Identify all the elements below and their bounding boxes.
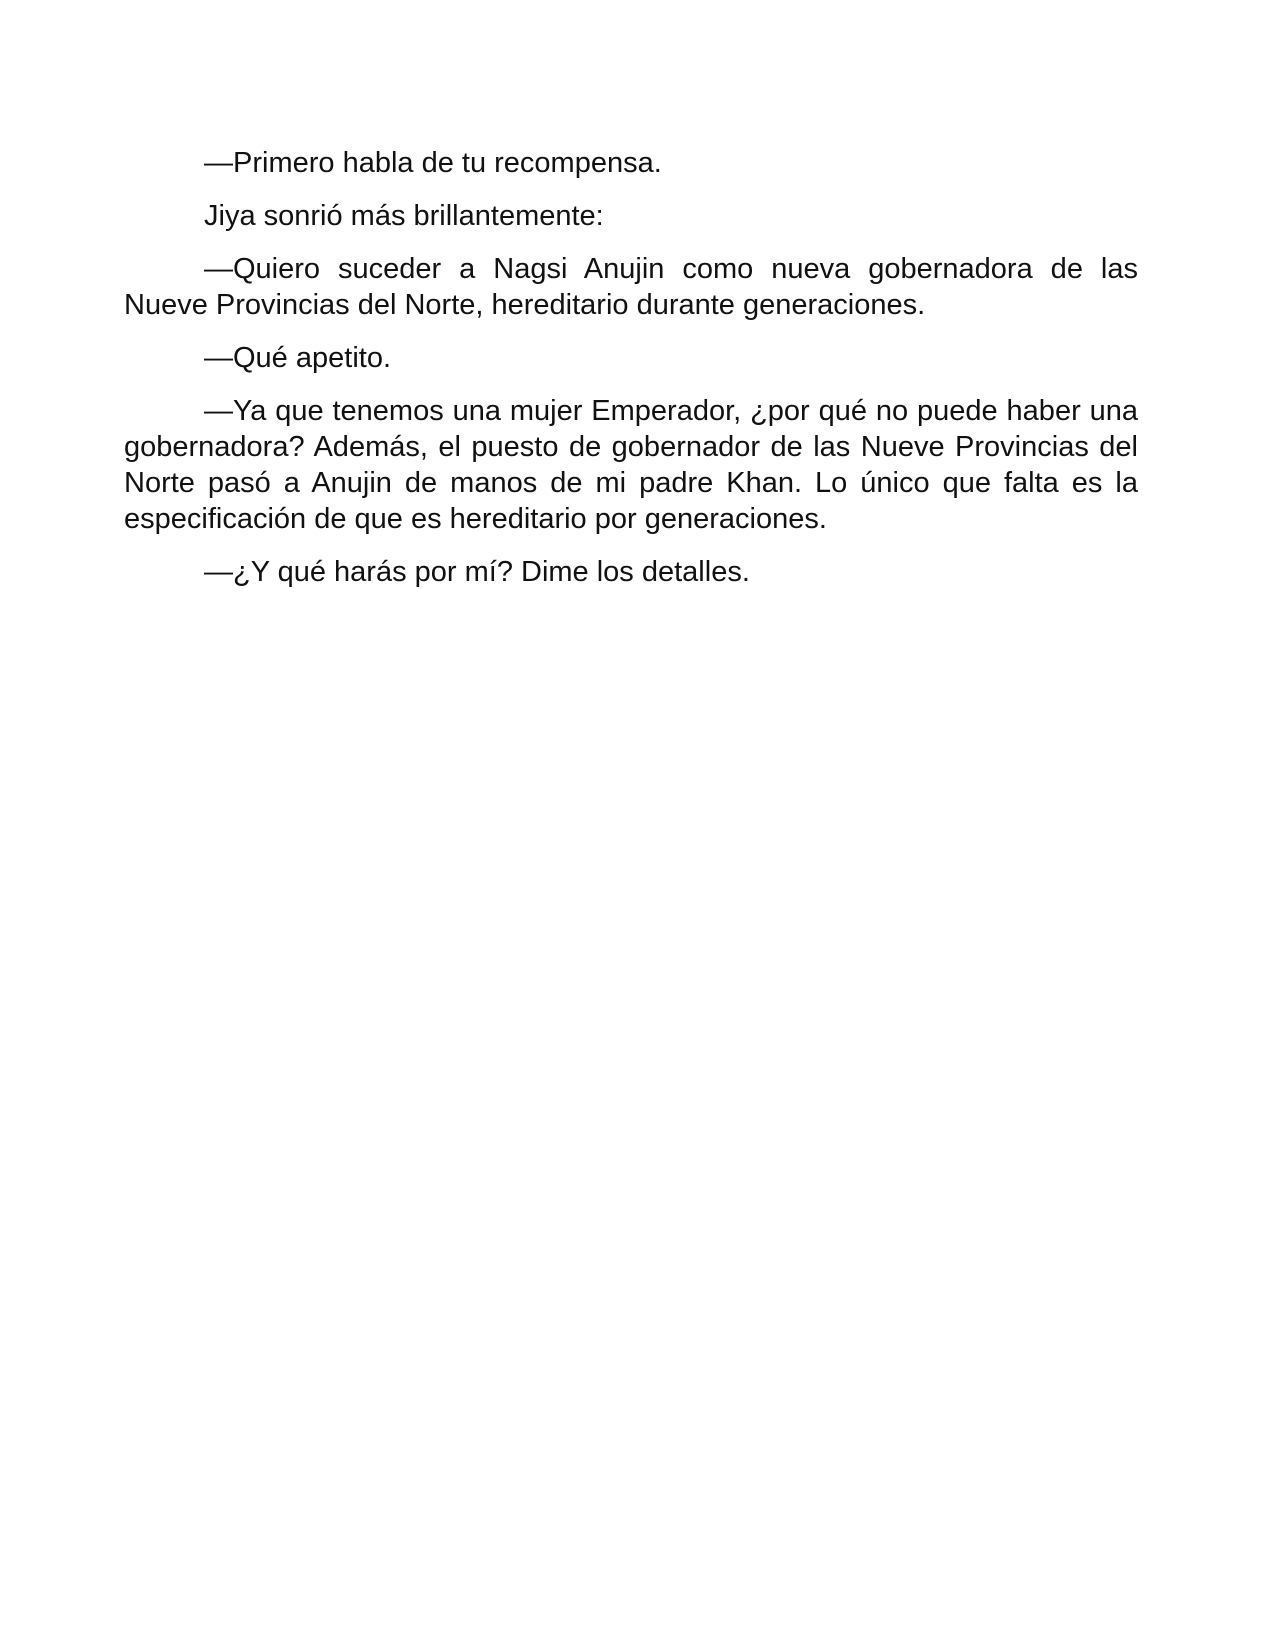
- paragraph: —Quiero suceder a Nagsi Anujin como nueva gobernadora de las Nueve Provincias del Norte, hereditario durante generaciones.: [124, 253, 1138, 321]
- body-text: [124, 145, 1138, 607]
- paragraph: —Qué apetito.: [204, 342, 391, 374]
- paragraph: —Ya que tenemos una mujer Emperador, ¿por qué no puede haber una gobernadora? Además, el puesto de gobernador de las Nueve Provincias del Norte pasó a Anujin de manos de mi padre Khan. Lo único que falta es la especificación de que es hereditario por generaciones.: [124, 395, 1138, 535]
- paragraph: —Primero habla de tu recompensa.: [204, 147, 662, 179]
- paragraph: —¿Y qué harás por mí? Dime los detalles.: [204, 556, 750, 588]
- paragraph: Jiya sonrió más brillantemente:: [204, 200, 604, 232]
